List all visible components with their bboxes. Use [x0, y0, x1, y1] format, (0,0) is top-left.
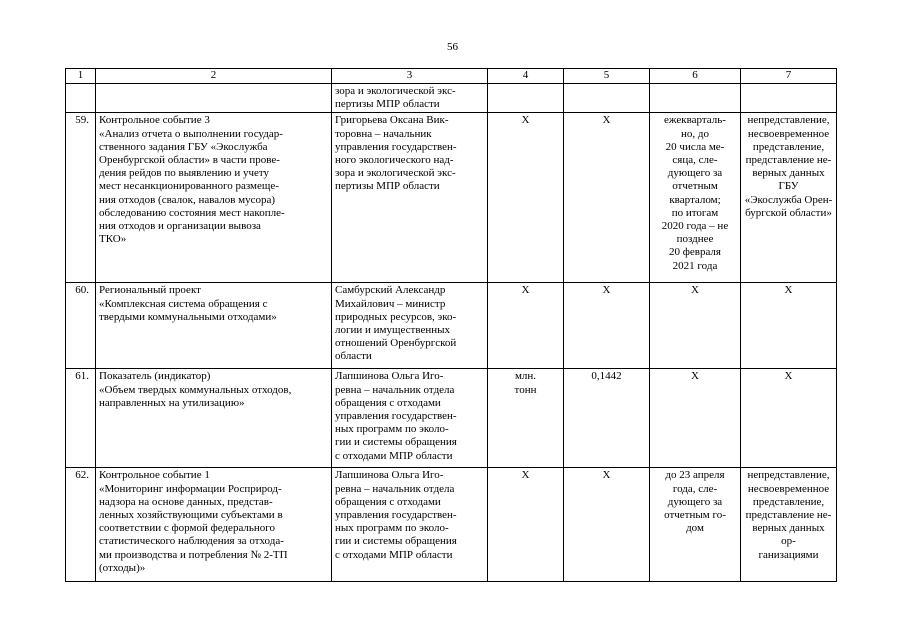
unit-cell: X: [488, 113, 564, 283]
header-cell: 3: [332, 69, 488, 84]
row-number: 62.: [66, 468, 96, 582]
header-cell: 2: [96, 69, 332, 84]
deadline-cell: [650, 84, 741, 113]
table-row: [66, 468, 837, 582]
table-row: [66, 369, 837, 468]
document-table: [65, 68, 837, 582]
table-row: [66, 113, 837, 283]
deadline-cell: до 23 апреля года, сле- дующего за отчетным го- дом: [650, 468, 741, 582]
row-number: 59.: [66, 113, 96, 283]
value-cell: X: [564, 283, 650, 369]
value-cell: 0,1442: [564, 369, 650, 468]
risk-cell: X: [741, 369, 837, 468]
table-row: [66, 283, 837, 369]
responsible-person: Лапшинова Ольга Иго- ревна – начальник отдела обращения с отходами управления государствен- ных программ по эколо- гии и системы обращения с отходами МПР области: [332, 468, 488, 582]
event-name: Показатель (индикатор) «Объем твердых коммунальных отходов, направленных на утилизацию»: [96, 369, 332, 468]
header-cell: 6: [650, 69, 741, 84]
unit-cell: [488, 84, 564, 113]
row-number: 61.: [66, 369, 96, 468]
responsible-person: Григорьева Оксана Вик- торовна – начальник управления государствен- ного экологического над- зора и экологической экс- пертизы МПР области: [332, 113, 488, 283]
unit-cell: X: [488, 283, 564, 369]
value-cell: X: [564, 468, 650, 582]
deadline-cell: X: [650, 283, 741, 369]
risk-cell: непредставление, несвоевременное представление, представление не- верных данных ГБУ «Экослужба Орен- бургской области»: [741, 113, 837, 283]
deadline-cell: ежекварталь- но, до 20 числа ме- сяца, сле- дующего за отчетным кварталом; по итогам 2020 года – не позднее 20 февраля 2021 года: [650, 113, 741, 283]
header-cell: 1: [66, 69, 96, 84]
row-number: 60.: [66, 283, 96, 369]
event-name: Контрольное событие 3 «Анализ отчета о выполнении государ- ственного задания ГБУ «Экослужба Оренбургской области» в части прове- дения рейдов по выявлению и учету мест несанкционированного размеще- ния отходов (свалок, навалов мусора) обследованию состояния мест накопле- ния отходов и организации вывоза ТКО»: [96, 113, 332, 283]
table-row: [66, 84, 837, 113]
page-number: 56: [447, 41, 458, 53]
header-cell: 7: [741, 69, 837, 84]
value-cell: X: [564, 113, 650, 283]
event-name: [96, 84, 332, 113]
risk-cell: [741, 84, 837, 113]
responsible-person: зора и экологической экс- пертизы МПР области: [332, 84, 488, 113]
risk-cell: непредставление, несвоевременное представление, представление не- верных данных ор- ганизациями: [741, 468, 837, 582]
unit-cell: X: [488, 468, 564, 582]
value-cell: [564, 84, 650, 113]
event-name: Региональный проект «Комплексная система обращения с твердыми коммунальными отходами»: [96, 283, 332, 369]
unit-cell: млн. тонн: [488, 369, 564, 468]
responsible-person: Лапшинова Ольга Иго- ревна – начальник отдела обращения с отходами управления государствен- ных программ по эколо- гии и системы обращения с отходами МПР области: [332, 369, 488, 468]
header-cell: 4: [488, 69, 564, 84]
event-name: Контрольное событие 1 «Мониторинг информации Росприрод- надзора на основе данных, представ- ленных хозяйствующими субъектами в соответствии с формой федерального статистического наблюдения за отхода- ми производства и потребления № 2-ТП (отходы)»: [96, 468, 332, 582]
header-cell: 5: [564, 69, 650, 84]
deadline-cell: X: [650, 369, 741, 468]
row-number: [66, 84, 96, 113]
table-header-row: [66, 69, 837, 84]
risk-cell: X: [741, 283, 837, 369]
responsible-person: Самбурский Александр Михайлович – министр природных ресурсов, эко- логии и имущественных отношений Оренбургской области: [332, 283, 488, 369]
